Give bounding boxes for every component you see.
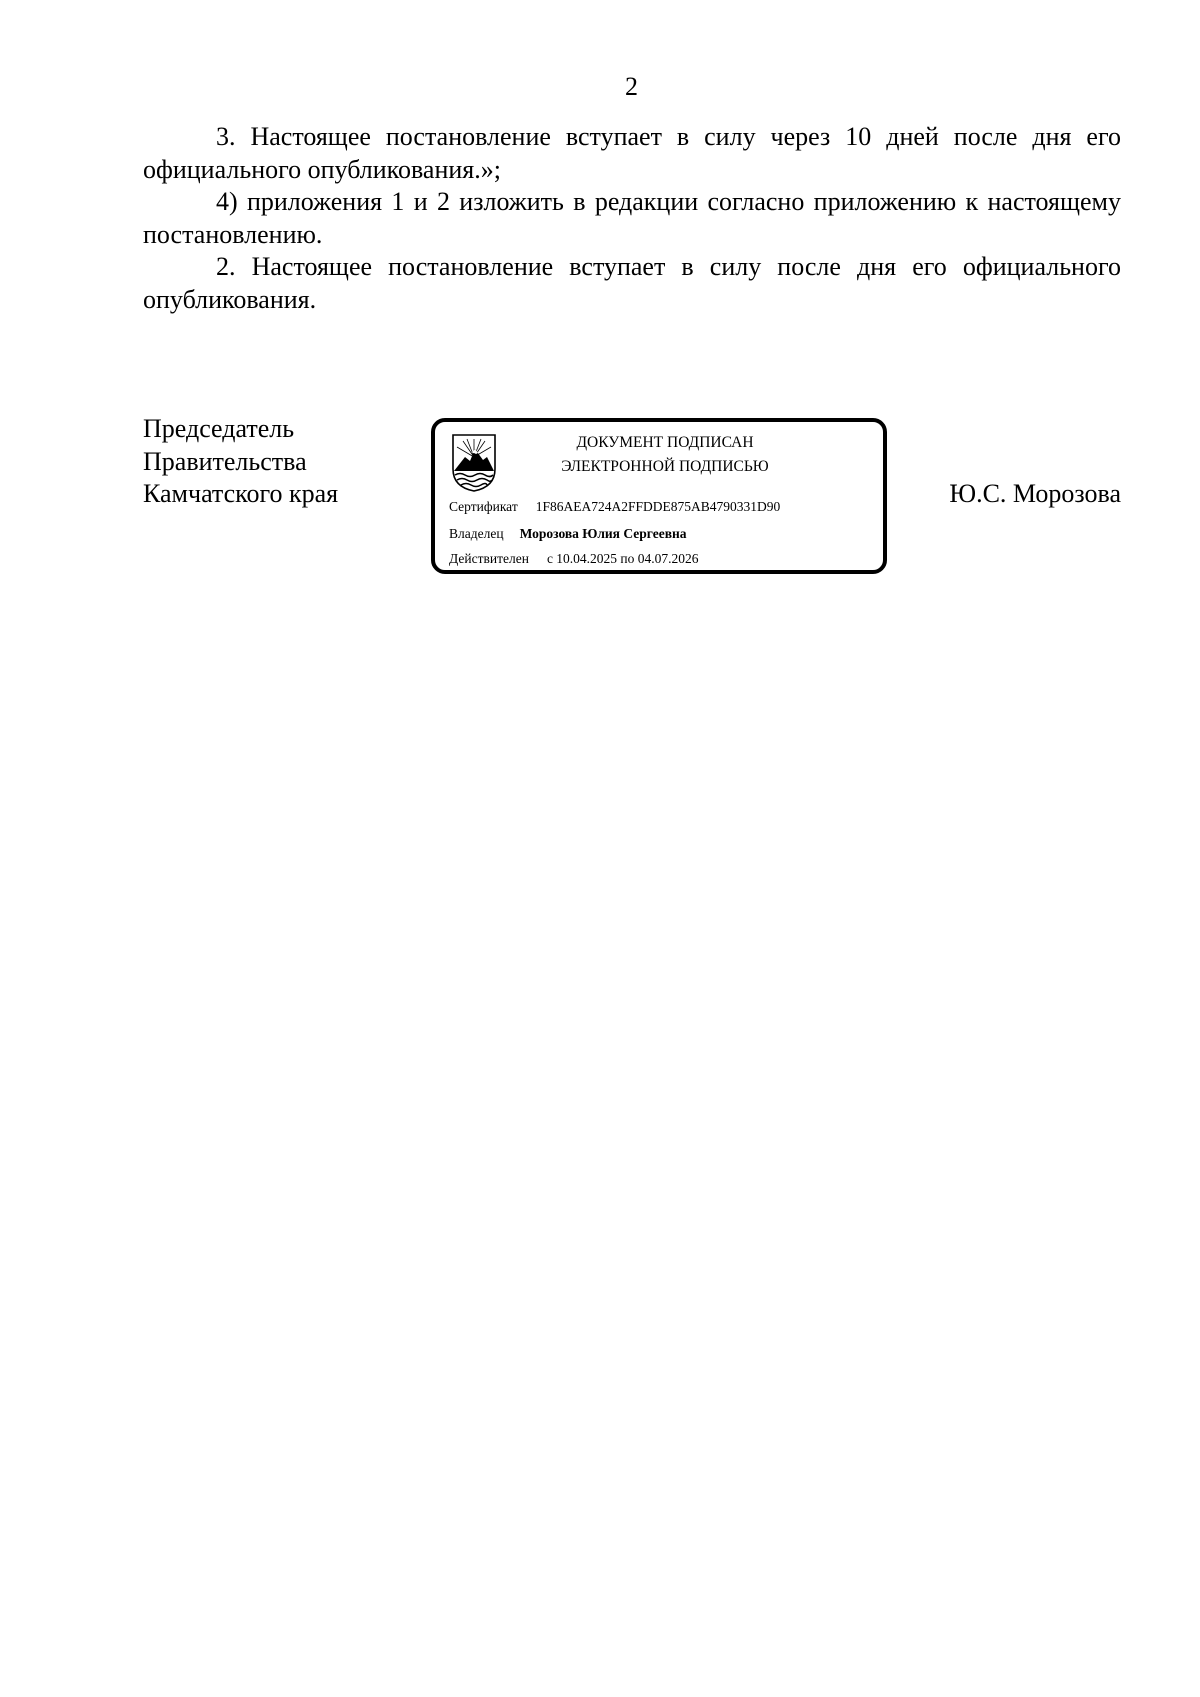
page-number: 2 [625,72,638,101]
certificate-value: 1F86AEA724A2FFDDE875AB4790331D90 [535,499,781,514]
signer-position-line-1: Председатель [143,414,295,443]
stamp-certificate-row [449,498,780,516]
signer-position-line-3: Камчатского края [143,479,339,508]
certificate-label: Сертификат [449,499,518,514]
validity-label: Действителен [449,551,529,566]
stamp-owner-row [449,525,687,543]
paragraph-3: 2. Настоящее постановление вступает в силу после дня его официального опубликования. [143,252,1121,314]
kamchatka-coat-of-arms-icon [451,433,497,493]
signer-position [143,413,338,511]
stamp-header [515,431,815,479]
stamp-validity-row [449,550,699,568]
signer-name: Ю.С. Морозова [949,479,1121,508]
signer-position-line-2: Правительства [143,446,307,476]
document-body [143,121,1121,316]
paragraph-1: 3. Настоящее постановление вступает в силу через 10 дней после дня его официального опубликования.»; [143,122,1121,184]
owner-label: Владелец [449,526,504,541]
stamp-header-line-1: ДОКУМЕНТ ПОДПИСАН [576,434,754,451]
electronic-signature-stamp [431,418,887,574]
paragraph-2: 4) приложения 1 и 2 изложить в редакции согласно приложению к настоящему постановлению. [143,187,1121,249]
stamp-header-line-2: ЭЛЕКТРОННОЙ ПОДПИСЬЮ [561,458,769,475]
owner-value: Морозова Юлия Сергеевна [519,526,687,541]
validity-value: с 10.04.2025 по 04.07.2026 [546,551,699,566]
